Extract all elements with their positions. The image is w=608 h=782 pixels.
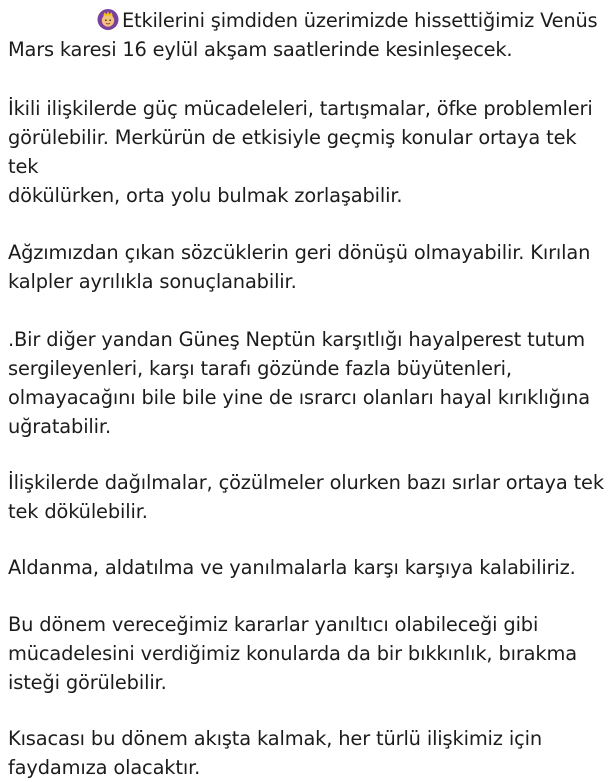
paragraph-intro (8, 6, 604, 64)
paragraph-decisions: Bu dönem vereceğimiz kararlar yanıltıcı olabileceği gibi mücadelesini verdiğimiz konularda da bir bıkkınlık, bırakma isteği görülebilir. (8, 613, 577, 694)
paragraph-summary: Kısacası bu dönem akışta kalmak, her türlü ilişkimiz için faydamıza olacaktır. (8, 727, 542, 779)
paragraph-text: Etkilerini şimdiden üzerimizde hissettiğimiz Venüs Mars karesi 16 eylül akşam saatlerinde kesinleşecek. (8, 9, 598, 61)
paragraph-deception: Aldanma, aldatılma ve yanılmalarla karşı karşıya kalabiliriz. (8, 556, 576, 579)
paragraph-secrets: İlişkilerde dağılmalar, çözülmeler olurken bazı sırlar ortaya tek tek dökülebilir. (8, 471, 604, 523)
paragraph-words: Ağzımızdan çıkan sözcüklerin geri dönüşü olmayabilir. Kırılan kalpler ayrılıkla sonuçlanabilir. (8, 241, 591, 293)
woman-with-crown-emoji-icon (96, 7, 120, 31)
post-body (8, 6, 604, 782)
paragraph-sun-neptune: .Bir diğer yandan Güneş Neptün karşıtlığı hayalperest tutum sergileyenleri, karşı tarafı gözünde fazla büyütenleri, olmayacağını bile bile yine de ısrarcı olanları hayal kırıklığına uğratabilir. (8, 328, 590, 438)
paragraph-relationships: İkili ilişkilerde güç mücadeleleri, tartışmalar, öfke problemleri görülebilir. Merkürün de etkisiyle geçmiş konular ortaya tek tek dökülürken, orta yolu bulmak zorlaşabilir. (8, 97, 593, 207)
